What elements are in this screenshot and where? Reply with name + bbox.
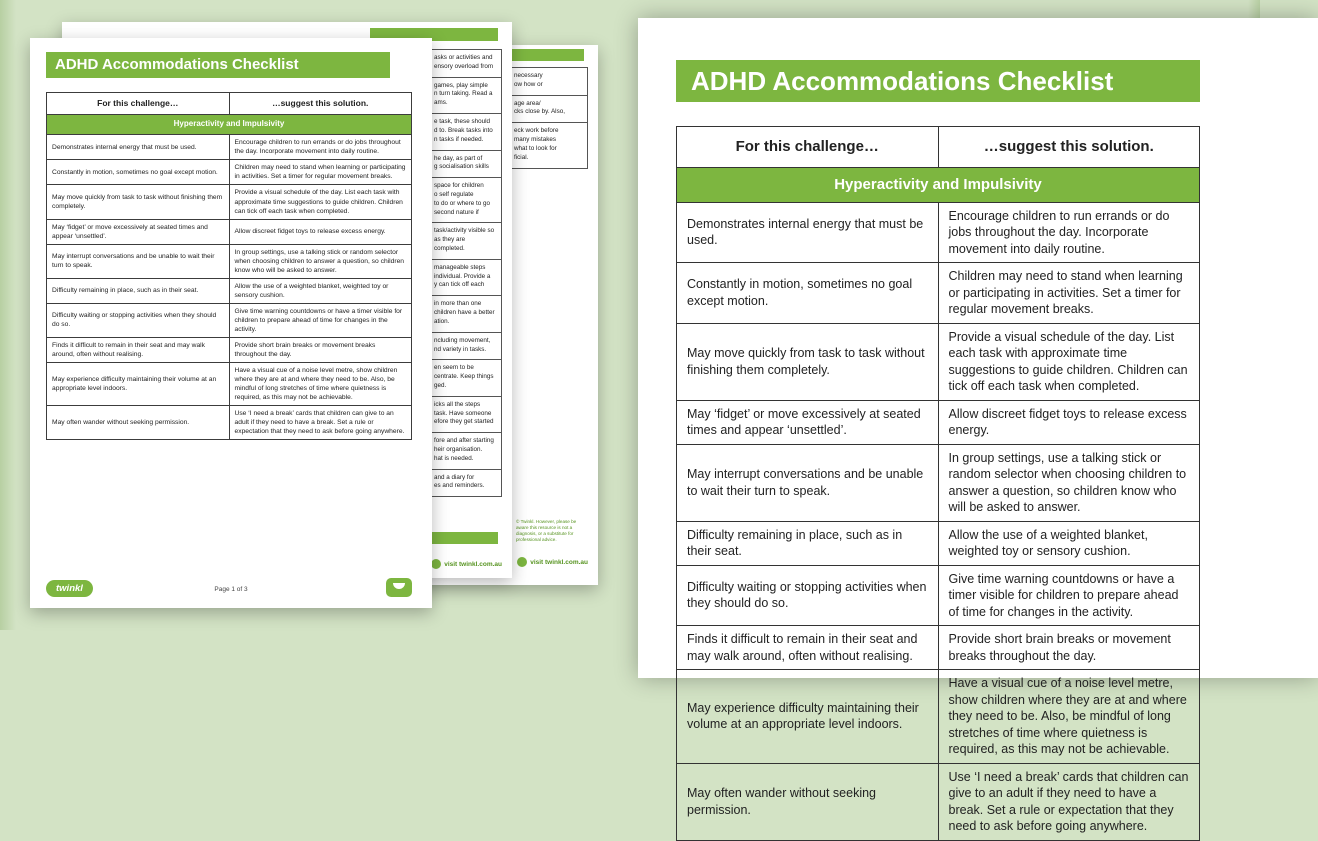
table-row (677, 763, 1200, 840)
solution-column-header: …suggest this solution. (229, 93, 412, 115)
checklist-table (46, 92, 412, 440)
clipped-text-fragment: e task, these should d to. Break tasks into n tasks if needed. (430, 114, 501, 150)
solution-cell: Encourage children to run errands or do jobs throughout the day. Incorporate movement into daily routine. (229, 135, 412, 160)
page-footer (517, 557, 588, 567)
clipped-text-fragment: necessary ow how or (510, 68, 587, 96)
back-page-2-visible-strip (430, 22, 512, 578)
solution-cell: Children may need to stand when learning or participating in activities. Set a timer for regular movement breaks. (938, 263, 1200, 324)
solution-cell: Have a visual cue of a noise level metre, show children where they are at and where they need to be. Also, be mindful of long stretches of time where quietness is required, as this may not be achievable. (938, 670, 1200, 764)
table-row (47, 278, 412, 303)
table-row (677, 444, 1200, 521)
section-header-row (677, 167, 1200, 202)
section-header: Hyperactivity and Impulsivity (47, 115, 412, 135)
table-row (677, 400, 1200, 444)
solution-cell: Provide a visual schedule of the day. List each task with approximate time suggestions to guide children. Children can tick off each task when completed. (229, 185, 412, 219)
solution-column-header: …suggest this solution. (938, 127, 1200, 168)
solution-cell: In group settings, use a talking stick or random selector when choosing children to answer a question, so children know who will be asked to answer. (229, 244, 412, 278)
clipped-text-fragment: task/activity visible so as they are completed. (430, 223, 501, 259)
twinkl-logo-icon: twinkl (46, 580, 93, 597)
twinkl-logo-icon (386, 578, 412, 597)
challenge-cell: May ‘fidget’ or move excessively at seated times and appear ‘unsettled’. (677, 400, 939, 444)
table-row (47, 135, 412, 160)
zoomed-page (638, 18, 1318, 834)
clipped-text-fragment: games, play simple n turn taking. Read a ams. (430, 78, 501, 114)
solution-cell: Children may need to stand when learning or participating in activities. Set a timer for regular movement breaks. (229, 160, 412, 185)
solution-cell: Provide short brain breaks or movement breaks throughout the day. (938, 626, 1200, 670)
clipped-text-fragment: eck work before many mistakes what to look for ficial. (510, 123, 587, 168)
challenge-cell: Constantly in motion, sometimes no goal except motion. (47, 160, 230, 185)
page-title-banner (46, 52, 390, 78)
solution-cell: Allow the use of a weighted blanket, weighted toy or sensory cushion. (229, 278, 412, 303)
clipped-text-fragment: he day, as part of g socialisation skills (430, 151, 501, 179)
table-row (677, 626, 1200, 670)
challenge-cell: May interrupt conversations and be unable to wait their turn to speak. (47, 244, 230, 278)
table-row (677, 202, 1200, 263)
clipped-text-fragment: ncluding movement, nd variety in tasks. (430, 333, 501, 361)
challenge-cell: Difficulty remaining in place, such as in their seat. (677, 521, 939, 565)
challenge-cell: Constantly in motion, sometimes no goal except motion. (677, 263, 939, 324)
solution-cell: Give time warning countdowns or have a timer visible for children to prepare ahead of time for changes in the activity. (229, 303, 412, 337)
table-row (677, 521, 1200, 565)
clipped-text-fragment: en seem to be centrate. Keep things ged. (430, 360, 501, 396)
table-row (47, 244, 412, 278)
clipped-table-column (510, 67, 588, 169)
solution-cell: Provide short brain breaks or movement breaks throughout the day. (229, 338, 412, 363)
twinkl-logo-icon (517, 557, 527, 567)
table-header-row (677, 127, 1200, 168)
table-row (677, 670, 1200, 764)
section-header-row (47, 115, 412, 135)
disclaimer-note: © Twinkl. However, please be aware this resource is not a diagnosis, or a substitute for professional advice. (516, 519, 577, 543)
back-page-3-visible-strip (510, 45, 598, 585)
table-row (677, 263, 1200, 324)
challenge-cell: May interrupt conversations and be unable to wait their turn to speak. (677, 444, 939, 521)
solution-cell: Use ‘I need a break’ cards that children can give to an adult if they need to have a break. Set a rule or expectation that they need to ask before going anywhere. (938, 763, 1200, 840)
clipped-text-fragment: space for children o self regulate to do or where to go second nature if (430, 178, 501, 223)
solution-cell: Use ‘I need a break’ cards that children can give to an adult if they need to have a break. Set a rule or expectation that they need to ask before going anywhere. (229, 406, 412, 440)
clipped-text-fragment: in more than one children have a better ation. (430, 296, 501, 332)
clipped-text-fragment: manageable steps individual. Provide a y can tick off each (430, 260, 501, 296)
solution-cell: Provide a visual schedule of the day. List each task with approximate time suggestions to guide children. Children can tick off each task when completed. (938, 323, 1200, 400)
clipped-text-fragment: icks all the steps task. Have someone efore they get started (430, 397, 501, 433)
footer-site-link: visit twinkl.com.au (444, 560, 502, 568)
solution-cell: Allow the use of a weighted blanket, weighted toy or sensory cushion. (938, 521, 1200, 565)
challenge-cell: May ‘fidget’ or move excessively at seated times and appear ‘unsettled’. (47, 219, 230, 244)
solution-cell: Encourage children to run errands or do jobs throughout the day. Incorporate movement into daily routine. (938, 202, 1200, 263)
clipped-text-fragment: age area/ cks close by. Also, (510, 96, 587, 124)
solution-cell: Have a visual cue of a noise level metre, show children where they are at and where they need to be. Also, be mindful of long stretches of time where quietness is required, as this may not be achievable. (229, 363, 412, 406)
solution-cell: Allow discreet fidget toys to release excess energy. (229, 219, 412, 244)
challenge-cell: Difficulty waiting or stopping activities when they should do so. (47, 303, 230, 337)
page-footer (431, 559, 502, 569)
challenge-column-header: For this challenge… (677, 127, 939, 168)
table-row (47, 185, 412, 219)
solution-cell: Give time warning countdowns or have a timer visible for children to prepare ahead of time for changes in the activity. (938, 565, 1200, 626)
clipped-text-fragment: and a diary for es and reminders. (430, 470, 501, 498)
section-header: Hyperactivity and Impulsivity (677, 167, 1200, 202)
challenge-cell: Difficulty remaining in place, such as in their seat. (47, 278, 230, 303)
checklist-table (676, 126, 1200, 841)
challenge-cell: May often wander without seeking permission. (677, 763, 939, 840)
challenge-cell: May experience difficulty maintaining their volume at an appropriate level indoors. (47, 363, 230, 406)
challenge-cell: May often wander without seeking permission. (47, 406, 230, 440)
table-row (47, 160, 412, 185)
footer-site-link: visit twinkl.com.au (530, 558, 588, 566)
page-title-banner (676, 60, 1200, 102)
challenge-cell: Difficulty waiting or stopping activities when they should do so. (677, 565, 939, 626)
front-page (30, 38, 432, 608)
page-number: Page 1 of 3 (214, 586, 248, 593)
challenge-cell: Demonstrates internal energy that must be used. (677, 202, 939, 263)
page-title: ADHD Accommodations Checklist (55, 56, 299, 73)
clipped-table-column (430, 49, 502, 497)
challenge-cell: Finds it difficult to remain in their seat and may walk around, often without realising. (47, 338, 230, 363)
solution-cell: In group settings, use a talking stick or random selector when choosing children to answer a question, so children know who will be asked to answer. (938, 444, 1200, 521)
table-row (47, 406, 412, 440)
clipped-text-fragment: asks or activities and ensory overload from (430, 50, 501, 78)
table-row (677, 565, 1200, 626)
table-row (47, 363, 412, 406)
challenge-cell: Finds it difficult to remain in their seat and may walk around, often without realising. (677, 626, 939, 670)
table-row (677, 323, 1200, 400)
page-footer (42, 576, 420, 598)
challenge-column-header: For this challenge… (47, 93, 230, 115)
twinkl-logo-icon (431, 559, 441, 569)
challenge-cell: Demonstrates internal energy that must be used. (47, 135, 230, 160)
solution-cell: Allow discreet fidget toys to release excess energy. (938, 400, 1200, 444)
table-row (47, 219, 412, 244)
table-header-row (47, 93, 412, 115)
challenge-cell: May experience difficulty maintaining their volume at an appropriate level indoors. (677, 670, 939, 764)
clipped-text-fragment: fore and after starting heir organisation. hat is needed. (430, 433, 501, 469)
challenge-cell: May move quickly from task to task without finishing them completely. (677, 323, 939, 400)
table-row (47, 338, 412, 363)
page-title: ADHD Accommodations Checklist (691, 66, 1114, 96)
challenge-cell: May move quickly from task to task without finishing them completely. (47, 185, 230, 219)
table-row (47, 303, 412, 337)
